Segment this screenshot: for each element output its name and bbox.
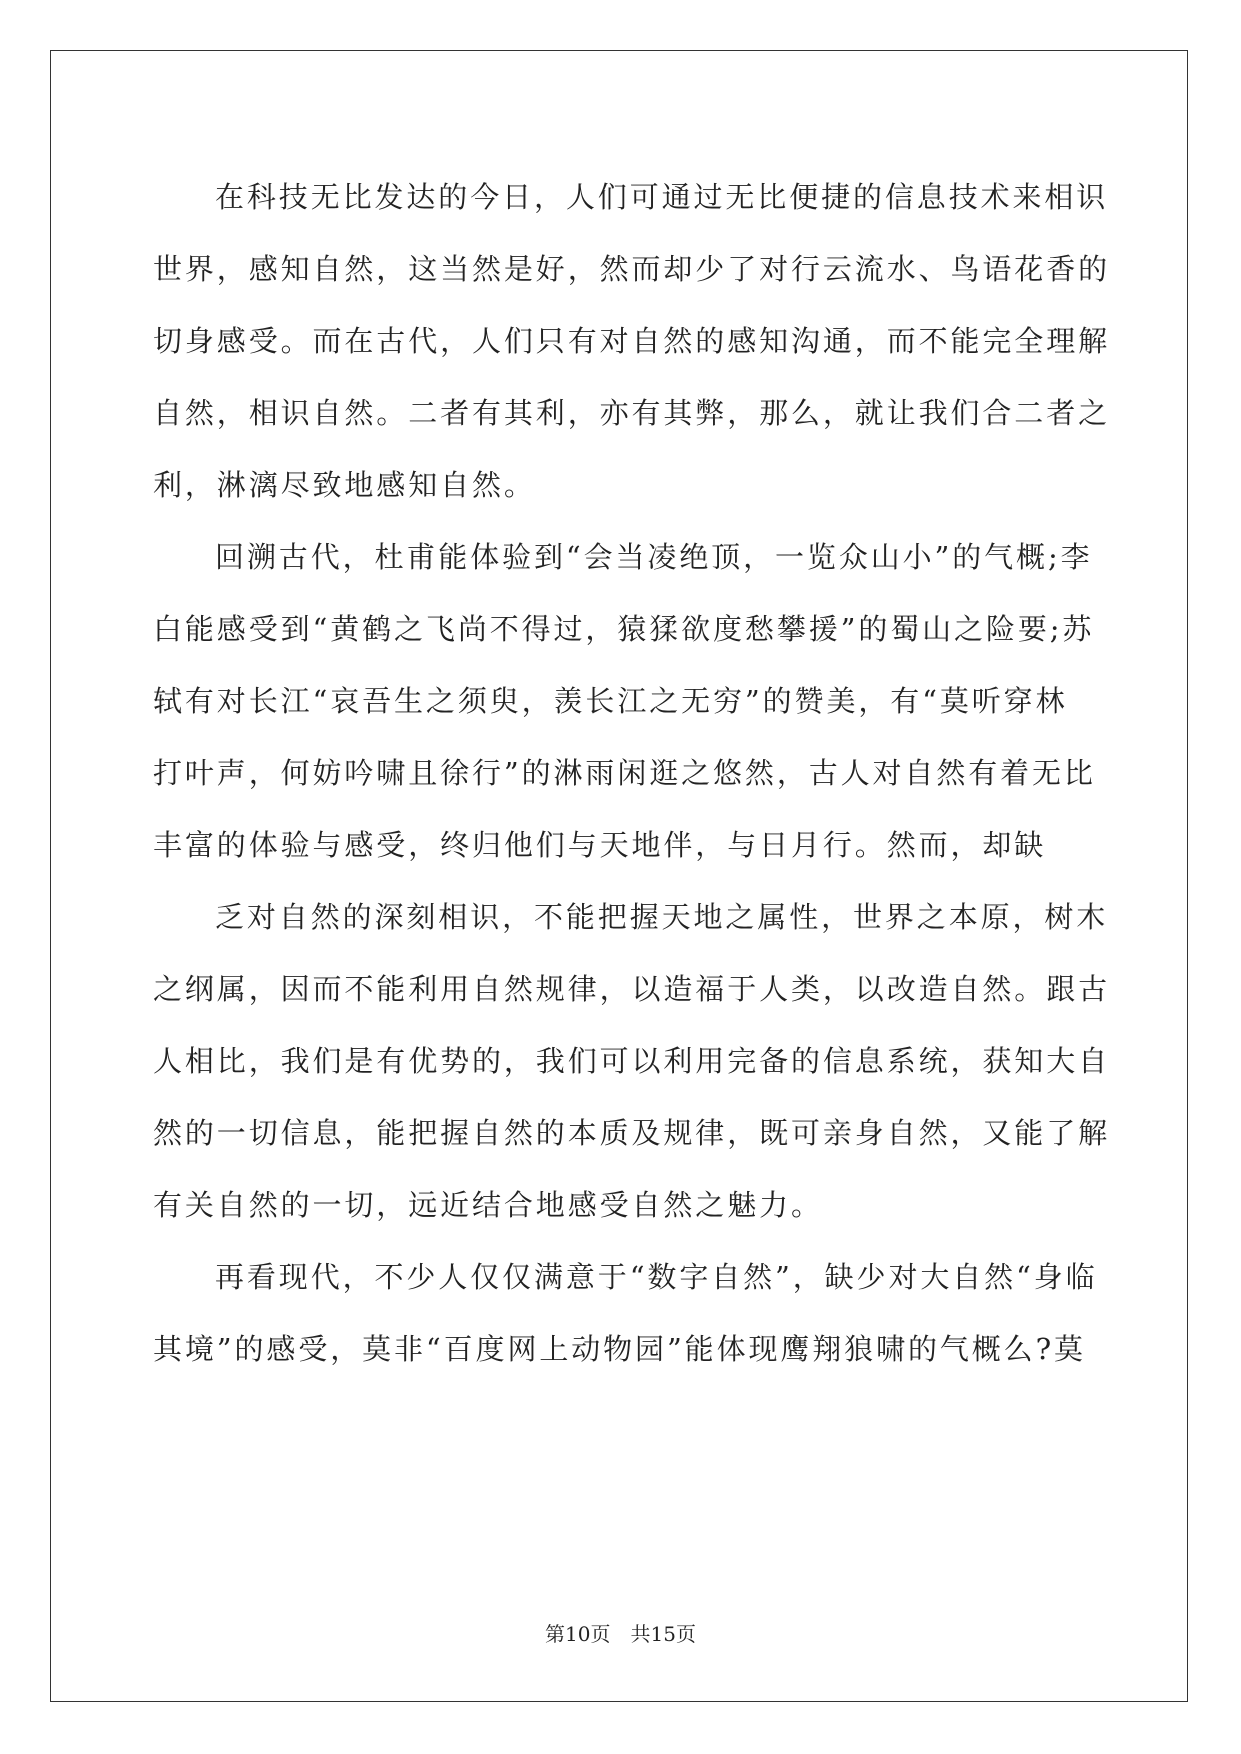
- text-line: 丰富的体验与感受，终归他们与天地伴，与日月行。然而，却缺: [153, 828, 1047, 862]
- document-body: [153, 161, 1111, 1385]
- page-footer: [0, 1618, 1241, 1647]
- text-line: 世界，感知自然，这当然是好，然而却少了对行云流水、鸟语花香的: [153, 252, 1111, 286]
- text-line: 轼有对长江“哀吾生之须臾，羡长江之无穷”的赞美，有“莫听穿林: [153, 684, 1068, 718]
- text-line: 回溯古代，杜甫能体验到“会当凌绝顶，一览众山小”的气概;李: [215, 540, 1093, 574]
- paragraph-1: [153, 161, 1111, 521]
- text-line: 然的一切信息，能把握自然的本质及规律，既可亲身自然，又能了解: [153, 1116, 1111, 1150]
- text-line: 有关自然的一切，远近结合地感受自然之魅力。: [153, 1188, 823, 1222]
- text-line: 在科技无比发达的今日，人们可通过无比便捷的信息技术来相识: [215, 180, 1109, 214]
- page-number: 第10页: [545, 1622, 611, 1646]
- text-line: 乏对自然的深刻相识，不能把握天地之属性，世界之本原，树木: [215, 900, 1109, 934]
- text-line: 之纲属，因而不能利用自然规律，以造福于人类，以改造自然。跟古: [153, 972, 1111, 1006]
- text-line: 自然，相识自然。二者有其利，亦有其弊，那么，就让我们合二者之: [153, 396, 1111, 430]
- paragraph-3: [153, 881, 1111, 1241]
- paragraph-4: [153, 1241, 1098, 1385]
- text-line: 打叶声，何妨吟啸且徐行”的淋雨闲逛之悠然，古人对自然有着无比: [153, 756, 1096, 790]
- paragraph-2: [153, 521, 1096, 881]
- page-total: 共15页: [630, 1622, 696, 1646]
- text-line: 切身感受。而在古代，人们只有对自然的感知沟通，而不能完全理解: [153, 324, 1111, 358]
- text-line: 白能感受到“黄鹤之飞尚不得过，猿猱欲度愁攀援”的蜀山之险要;苏: [153, 612, 1095, 646]
- text-line: 其境”的感受，莫非“百度网上动物园”能体现鹰翔狼啸的气概么?莫: [153, 1332, 1086, 1366]
- text-line: 利，淋漓尽致地感知自然。: [153, 468, 536, 502]
- text-line: 再看现代，不少人仅仅满意于“数字自然”，缺少对大自然“身临: [215, 1260, 1098, 1294]
- text-line: 人相比，我们是有优势的，我们可以利用完备的信息系统，获知大自: [153, 1044, 1111, 1078]
